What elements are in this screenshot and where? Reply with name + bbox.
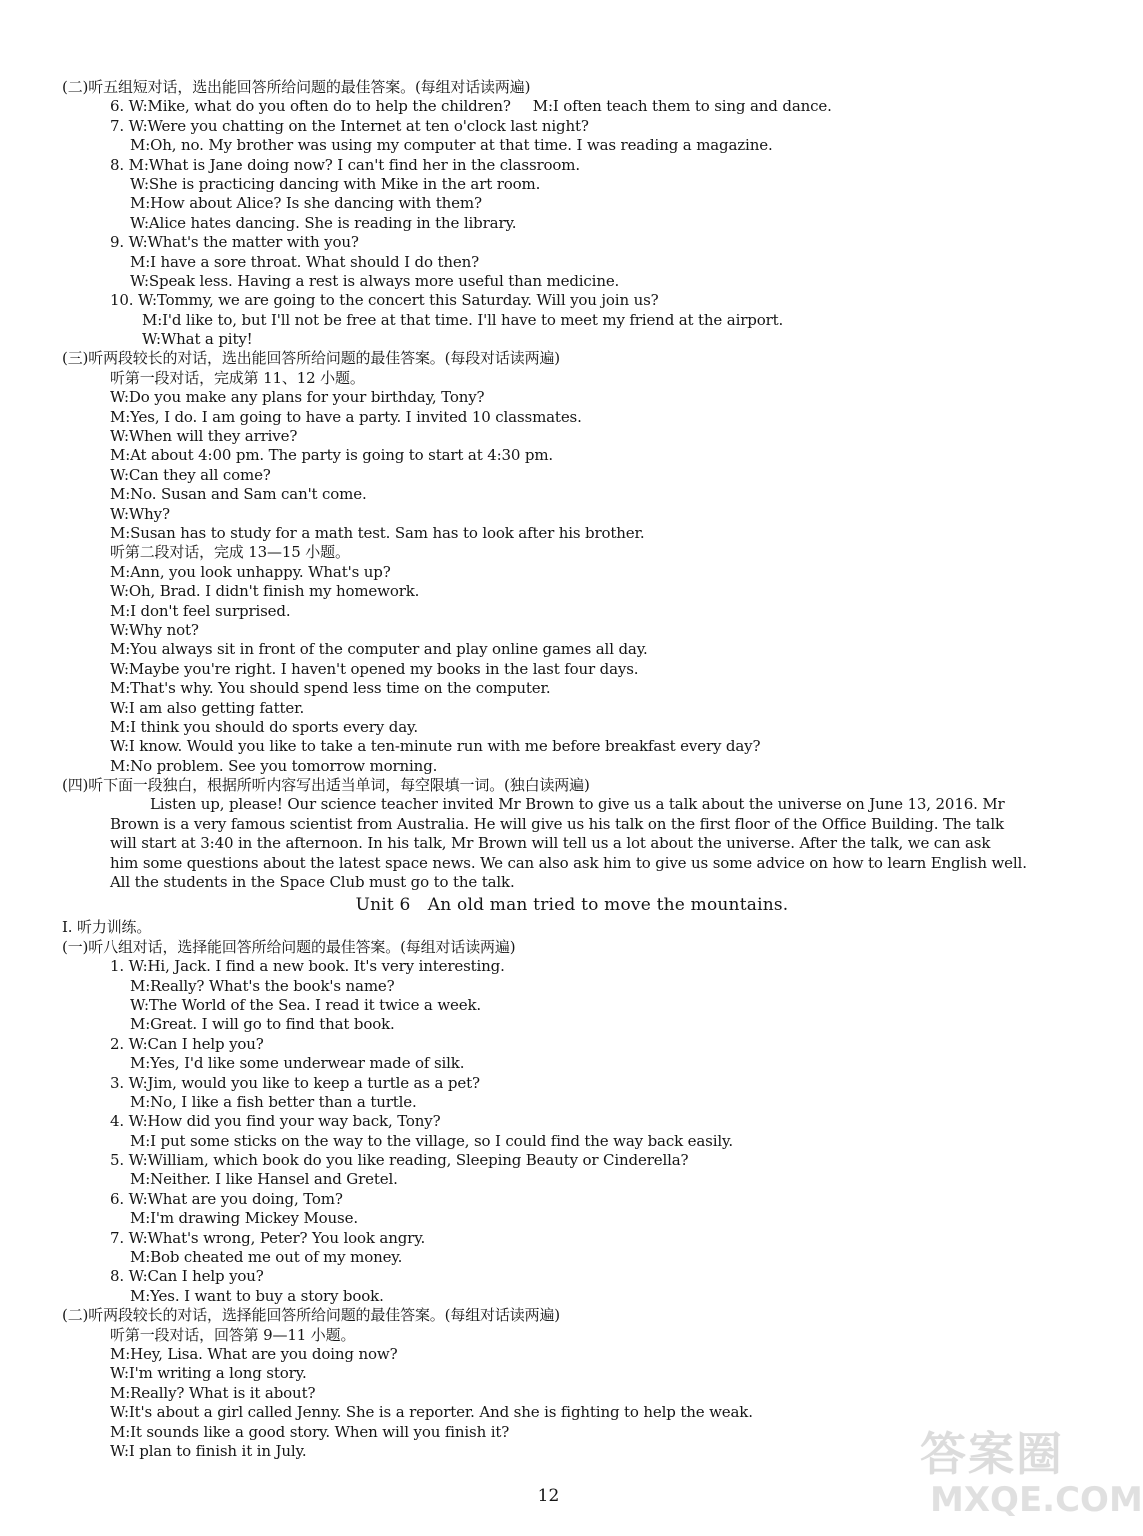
line-text: Listen up, please! Our science teacher invited Mr Brown to give us a talk about the universe on June 13, 2016. Mr xyxy=(150,795,1005,814)
text-line xyxy=(62,679,1042,698)
text-line xyxy=(62,1248,1042,1267)
line-text: M:I don't feel surprised. xyxy=(110,601,291,620)
text-line xyxy=(62,1015,1042,1034)
line-text: M:It sounds like a good story. When will you finish it? xyxy=(110,1422,510,1441)
page-number: 12 xyxy=(537,1486,560,1506)
text-line xyxy=(62,1112,1042,1131)
text-line xyxy=(62,1267,1042,1286)
line-text: W:Alice hates dancing. She is reading in the library. xyxy=(130,213,517,232)
text-line xyxy=(62,1093,1042,1112)
line-text: W:The World of the Sea. I read it twice a week. xyxy=(130,995,482,1014)
text-line xyxy=(62,505,1042,524)
line-text: W:I know. Would you like to take a ten-minute run with me before breakfast every day? xyxy=(110,737,761,756)
text-line xyxy=(62,156,1042,175)
line-text: M:Ann, you look unhappy. What's up? xyxy=(110,562,391,581)
text-line xyxy=(62,621,1042,640)
line-text: M:At about 4:00 pm. The party is going to start at 4:30 pm. xyxy=(110,446,554,465)
line-text: M:I'd like to, but I'll not be free at that time. I'll have to meet my friend at the airport. xyxy=(142,310,784,329)
text-line xyxy=(62,977,1042,996)
text-line xyxy=(62,699,1042,718)
text-line xyxy=(62,660,1042,679)
text-line xyxy=(62,873,1042,892)
text-line xyxy=(62,563,1042,582)
line-text: 8. W:Can I help you? xyxy=(110,1267,264,1286)
text-line xyxy=(62,291,1042,310)
line-text: All the students in the Space Club must go to the talk. xyxy=(110,873,515,892)
text-line xyxy=(62,1151,1042,1170)
line-text: 1. W:Hi, Jack. I find a new book. It's very interesting. xyxy=(110,957,505,976)
line-text: 7. W:Were you chatting on the Internet at ten o'clock last night? xyxy=(110,116,589,135)
text-line xyxy=(62,272,1042,291)
text-line xyxy=(62,446,1042,465)
line-text: W:Why? xyxy=(110,504,170,523)
line-text: 听第一段对话，回答第 9—11 小题。 xyxy=(110,1325,356,1344)
line-text: 7. W:What's wrong, Peter? You look angry. xyxy=(110,1228,426,1247)
line-text: M:I put some sticks on the way to the village, so I could find the way back easily. xyxy=(130,1131,733,1150)
line-text: M:No, I like a fish better than a turtle. xyxy=(130,1092,417,1111)
text-line xyxy=(62,175,1042,194)
line-text: (二)听五组短对话，选出能回答所给问题的最佳答案。(每组对话读两遍) xyxy=(62,78,531,96)
line-text: W:She is practicing dancing with Mike in the art room. xyxy=(130,174,541,193)
line-text: M:No. Susan and Sam can't come. xyxy=(110,485,367,504)
line-text: W:Do you make any plans for your birthday, Tony? xyxy=(110,388,485,407)
line-text: W:I'm writing a long story. xyxy=(110,1364,307,1383)
line-text: will start at 3:40 in the afternoon. In his talk, Mr Brown will tell us a lot about the universe. After the talk, we can ask xyxy=(110,834,991,853)
line-text: 9. W:What's the matter with you? xyxy=(110,233,359,252)
text-line xyxy=(62,582,1042,601)
line-text: W:When will they arrive? xyxy=(110,427,298,446)
text-line xyxy=(62,1326,1042,1345)
text-line xyxy=(62,311,1042,330)
line-text: 听第二段对话，完成 13—15 小题。 xyxy=(110,543,350,562)
line-text: M:That's why. You should spend less time on the computer. xyxy=(110,679,551,698)
line-text: W:Speak less. Having a rest is always more useful than medicine. xyxy=(130,271,620,290)
text-line xyxy=(62,718,1042,737)
text-line xyxy=(62,388,1042,407)
text-line xyxy=(62,117,1042,136)
text-line xyxy=(62,330,1042,349)
section-heading xyxy=(62,938,1042,957)
text-line xyxy=(62,466,1042,485)
text-line xyxy=(62,1132,1042,1151)
text-line xyxy=(62,795,1042,814)
site-watermark xyxy=(920,1418,1143,1528)
watermark-logo-text: 答案圈 xyxy=(920,1427,1064,1481)
unit-title xyxy=(62,892,1042,918)
text-line xyxy=(62,1345,1042,1364)
line-text: W:I am also getting fatter. xyxy=(110,698,305,717)
text-line xyxy=(62,427,1042,446)
text-line xyxy=(62,253,1042,272)
line-text: W:Can they all come? xyxy=(110,465,271,484)
text-line xyxy=(62,834,1042,853)
line-text: W:Oh, Brad. I didn't finish my homework. xyxy=(110,582,420,601)
text-line xyxy=(62,602,1042,621)
text-line xyxy=(62,757,1042,776)
text-line xyxy=(62,1287,1042,1306)
text-line xyxy=(62,737,1042,756)
section-heading xyxy=(62,349,1042,368)
line-text: 6. W:Mike, what do you often do to help the children? xyxy=(110,97,511,116)
line-text: Ⅰ. 听力训练。 xyxy=(62,918,152,937)
text-line xyxy=(62,957,1042,976)
text-line xyxy=(62,194,1042,213)
watermark-url: MXQE.COM xyxy=(930,1480,1143,1520)
text-line xyxy=(62,136,1042,155)
text-line xyxy=(62,485,1042,504)
text-line xyxy=(62,1054,1042,1073)
line-text: M:I have a sore throat. What should I do then? xyxy=(130,252,479,271)
text-line xyxy=(62,214,1042,233)
text-line xyxy=(62,996,1042,1015)
line-text: M:Oh, no. My brother was using my computer at that time. I was reading a magazine. xyxy=(130,136,773,155)
line-text: 4. W:How did you find your way back, Tony? xyxy=(110,1112,441,1131)
line-text: M:How about Alice? Is she dancing with them? xyxy=(130,194,482,213)
line-text: M:Yes, I'd like some underwear made of silk. xyxy=(130,1054,465,1073)
line-text: M:Yes. I want to buy a story book. xyxy=(130,1286,384,1305)
line-text: M:No problem. See you tomorrow morning. xyxy=(110,756,438,775)
text-line xyxy=(62,543,1042,562)
text-line xyxy=(62,815,1042,834)
text-line xyxy=(62,1209,1042,1228)
line-text: M:Really? What's the book's name? xyxy=(130,976,395,995)
line-text: M:Hey, Lisa. What are you doing now? xyxy=(110,1345,398,1363)
section-heading xyxy=(62,1306,1042,1325)
section-heading xyxy=(62,918,1042,937)
line-text: M:Yes, I do. I am going to have a party. I invited 10 classmates. xyxy=(110,407,582,426)
line-text: Unit 6 An old man tried to move the mountains. xyxy=(355,895,789,916)
section-heading xyxy=(62,776,1042,795)
text-line xyxy=(62,1384,1042,1403)
text-line xyxy=(62,233,1042,252)
text-line xyxy=(62,1364,1042,1383)
line-text: 听第一段对话，完成第 11、12 小题。 xyxy=(110,368,365,387)
text-line xyxy=(62,1403,1042,1422)
line-text: W:I plan to finish it in July. xyxy=(110,1441,307,1460)
line-text: W:What a pity! xyxy=(142,330,253,349)
line-text: (一)听八组对话，选择能回答所给问题的最佳答案。(每组对话读两遍) xyxy=(62,937,516,956)
line-text: 8. M:What is Jane doing now? I can't find her in the classroom. xyxy=(110,155,580,174)
line-text: W:It's about a girl called Jenny. She is a reporter. And she is fighting to help the weak. xyxy=(110,1403,753,1422)
line-text: W:Maybe you're right. I haven't opened my books in the last four days. xyxy=(110,659,639,678)
line-text: M:You always sit in front of the computer and play online games all day. xyxy=(110,640,648,659)
line-text: him some questions about the latest space news. We can also ask him to give us some advice on how to learn English well. xyxy=(110,853,1027,872)
line-text: M:Great. I will go to find that book. xyxy=(130,1015,395,1034)
line-text: Brown is a very famous scientist from Australia. He will give us his talk on the first floor of the Office Building. The talk xyxy=(110,814,1004,833)
line-text: (二)听两段较长的对话，选择能回答所给问题的最佳答案。(每组对话读两遍) xyxy=(62,1306,561,1325)
answer-transcript-text xyxy=(62,78,1042,1461)
line-text: M:Neither. I like Hansel and Gretel. xyxy=(130,1170,398,1189)
text-line xyxy=(62,1170,1042,1189)
line-text: 2. W:Can I help you? xyxy=(110,1034,264,1053)
section-heading xyxy=(62,78,1042,97)
line-text: M:I think you should do sports every day. xyxy=(110,717,418,736)
text-line xyxy=(62,1423,1042,1442)
text-line xyxy=(62,854,1042,873)
text-line xyxy=(62,1035,1042,1054)
line-text: 5. W:William, which book do you like reading, Sleeping Beauty or Cinderella? xyxy=(110,1151,689,1170)
text-line xyxy=(62,1229,1042,1248)
line-text: 3. W:Jim, would you like to keep a turtle as a pet? xyxy=(110,1073,480,1092)
text-line xyxy=(62,1442,1042,1461)
line-text: 6. W:What are you doing, Tom? xyxy=(110,1189,343,1208)
text-line xyxy=(62,369,1042,388)
line-text: M:Susan has to study for a math test. Sam has to look after his brother. xyxy=(110,523,645,542)
text-line xyxy=(62,1190,1042,1209)
line-text: M:I'm drawing Mickey Mouse. xyxy=(130,1209,358,1228)
line-text: M:Bob cheated me out of my money. xyxy=(130,1248,403,1267)
text-line xyxy=(62,640,1042,659)
line-text: W:Why not? xyxy=(110,620,199,639)
line-text: (三)听两段较长的对话，选出能回答所给问题的最佳答案。(每段对话读两遍) xyxy=(62,349,561,368)
text-line xyxy=(62,1074,1042,1093)
text-line xyxy=(62,524,1042,543)
text-line xyxy=(62,408,1042,427)
line-tail-text: M:I often teach them to sing and dance. xyxy=(532,97,832,116)
line-text: (四)听下面一段独白，根据所听内容写出适当单词，每空限填一词。(独白读两遍) xyxy=(62,776,590,795)
line-text: M:Really? What is it about? xyxy=(110,1383,316,1402)
line-text: 10. W:Tommy, we are going to the concert this Saturday. Will you join us? xyxy=(110,291,659,310)
text-line xyxy=(62,97,1042,116)
